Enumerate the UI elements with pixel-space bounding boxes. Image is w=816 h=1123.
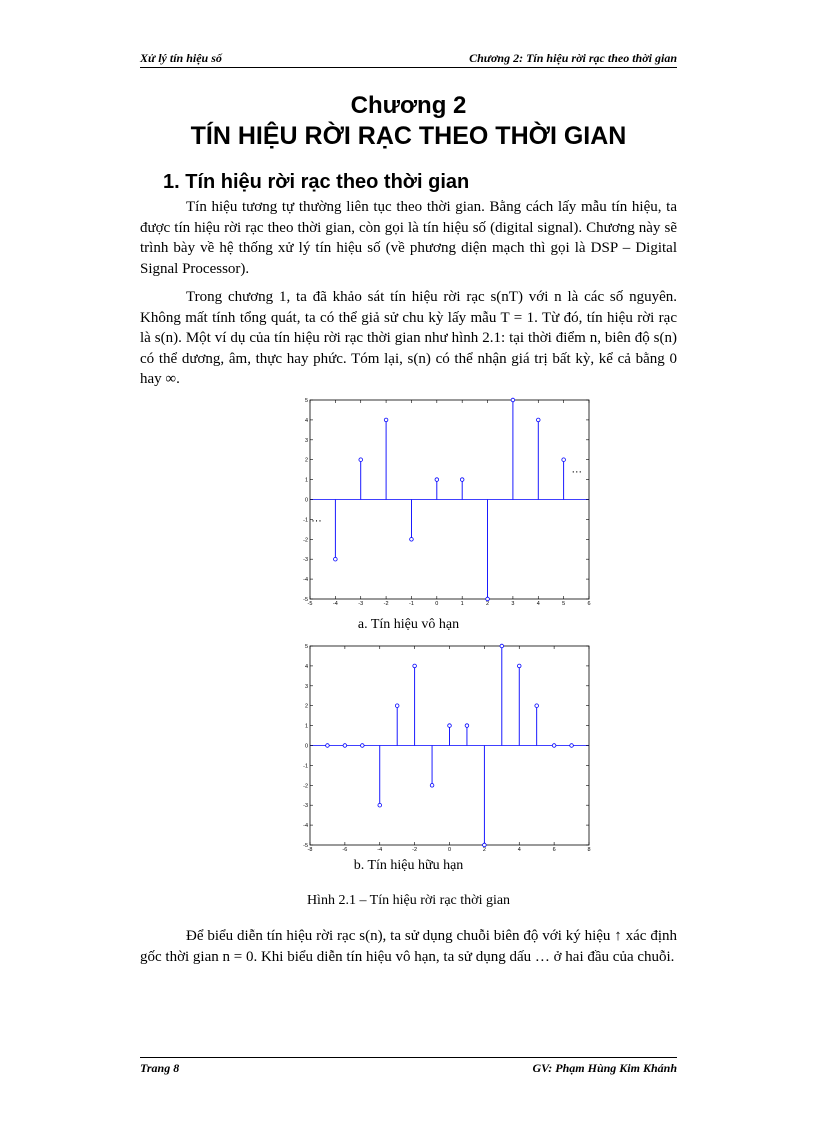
y-tick-label: 3 — [304, 683, 308, 690]
x-tick-label: -2 — [412, 847, 418, 851]
y-tick-label: 0 — [304, 743, 308, 750]
x-tick-label: 4 — [536, 601, 540, 605]
footer-right: GV: Phạm Hùng Kim Khánh — [532, 1061, 677, 1075]
chart-b-caption: b. Tín hiệu hữu hạn — [353, 858, 464, 873]
stem-marker — [435, 478, 439, 482]
x-tick-label: 8 — [587, 847, 591, 851]
y-tick-label: -4 — [303, 577, 308, 584]
x-tick-label: -2 — [383, 601, 389, 605]
paragraph-1 — [140, 197, 677, 279]
y-tick-label: -1 — [303, 763, 308, 770]
y-tick-label: 1 — [304, 477, 308, 484]
x-tick-label: 1 — [460, 601, 464, 605]
paragraph-2-text: Trong chương 1, ta đã khảo sát tín hiệu rời rạc s(nT) với n là các số nguyên. Không mất tính tổng quát, ta có thể giả sử chu kỳ lấy mẫu T = 1. Từ đó, tín hiệu rời rạc là s(n). Một ví dụ của tín hiệu rời rạc thời gian như hình 2.1: tại thời điểm n, biên độ s(n) có thể dương, âm, thực hay phức. Tóm lại, s(n) có thể nhận giá trị bất kỳ, kể cả bằng 0 hay ∞. — [140, 289, 677, 387]
y-tick-label: 1 — [304, 723, 308, 730]
stem-marker — [536, 418, 540, 422]
ellipsis-left: … — [311, 512, 322, 525]
x-tick-label: -4 — [332, 601, 338, 605]
stem-marker — [413, 664, 417, 668]
page-footer — [140, 1061, 677, 1077]
x-tick-label: 3 — [511, 601, 515, 605]
ellipsis-right: … — [571, 463, 583, 476]
header-right: Chương 2: Tín hiệu rời rạc theo thời gian — [469, 51, 677, 65]
chart-finite-signal — [300, 643, 596, 851]
page-header — [140, 51, 677, 67]
stem-marker — [395, 704, 399, 708]
x-tick-label: 6 — [587, 601, 591, 605]
y-tick-label: -3 — [303, 557, 308, 564]
stem-marker — [334, 557, 338, 561]
header-rule — [140, 67, 677, 68]
paragraph-3 — [140, 926, 677, 967]
stem-marker — [535, 704, 539, 708]
paragraph-2 — [140, 287, 677, 390]
y-tick-label: -4 — [303, 823, 308, 830]
chart-infinite-signal — [300, 397, 596, 605]
x-tick-label: 4 — [517, 847, 521, 851]
x-tick-label: -3 — [358, 601, 364, 605]
stem-marker — [483, 843, 487, 847]
section-heading: 1. Tín hiệu rời rạc theo thời gian — [163, 171, 470, 193]
x-tick-label: -4 — [377, 847, 383, 851]
x-tick-label: 0 — [435, 601, 439, 605]
y-tick-label: 2 — [304, 457, 308, 464]
y-tick-label: 5 — [304, 644, 308, 650]
x-tick-label: -6 — [342, 847, 348, 851]
x-tick-label: 2 — [482, 847, 486, 851]
x-tick-label: 6 — [552, 847, 556, 851]
footer-rule — [140, 1057, 677, 1058]
x-tick-label: 2 — [486, 601, 490, 605]
footer-left: Trang 8 — [140, 1061, 180, 1075]
x-tick-label: -1 — [409, 601, 414, 605]
stem-marker — [486, 597, 490, 601]
x-tick-label: 0 — [447, 847, 452, 851]
y-tick-label: -2 — [303, 537, 308, 544]
stem-marker — [552, 744, 556, 748]
stem-marker — [326, 744, 330, 748]
y-tick-label: -5 — [303, 597, 308, 603]
y-tick-label: 3 — [304, 437, 308, 444]
y-tick-label: -5 — [303, 843, 308, 849]
stem-marker — [500, 644, 504, 648]
stem-marker — [384, 418, 388, 422]
stem-marker — [465, 724, 469, 728]
y-tick-label: 0 — [304, 497, 308, 504]
stem-marker — [378, 803, 382, 807]
y-tick-label: 2 — [304, 703, 308, 710]
stem-marker — [511, 398, 515, 402]
y-tick-label: 5 — [304, 398, 308, 404]
y-tick-label: 4 — [304, 663, 308, 670]
x-tick-label: -8 — [307, 847, 313, 851]
y-tick-label: 4 — [304, 417, 308, 424]
chapter-title: TÍN HIỆU RỜI RẠC THEO THỜI GIAN — [190, 122, 627, 150]
stem-marker — [410, 538, 414, 542]
stem-marker — [448, 724, 452, 728]
y-tick-label: -3 — [303, 803, 308, 810]
y-tick-label: -2 — [303, 783, 308, 790]
chapter-label: Chương 2 — [350, 92, 467, 119]
stem-marker — [460, 478, 464, 482]
paragraph-3-text: Để biểu diễn tín hiệu rời rạc s(n), ta sử dụng chuỗi biên độ với ký hiệu ↑ xác định gốc thời gian n = 0. Khi biểu diễn tín hiệu vô hạn, ta sử dụng dấu … ở hai đầu của chuỗi. — [140, 928, 677, 965]
stem-marker — [359, 458, 363, 462]
stem-marker — [361, 744, 365, 748]
x-tick-label: -5 — [307, 601, 313, 605]
stem-marker — [562, 458, 566, 462]
y-tick-label: -1 — [303, 517, 308, 524]
x-tick-label: 5 — [562, 601, 566, 605]
chart-a-caption: a. Tín hiệu vô hạn — [357, 617, 460, 632]
figure-caption: Hình 2.1 – Tín hiệu rời rạc thời gian — [306, 893, 511, 908]
stem-marker — [430, 784, 434, 788]
stem-marker — [343, 744, 347, 748]
header-left: Xử lý tín hiệu số — [140, 51, 222, 65]
stem-marker — [570, 744, 574, 748]
stem-marker — [517, 664, 521, 668]
paragraph-1-text: Tín hiệu tương tự thường liên tục theo thời gian. Bằng cách lấy mẫu tín hiệu, ta được tín hiệu rời rạc theo thời gian, còn gọi là tín hiệu số (digital signal). Chương này sẽ trình bày về hệ thống xử lý tín hiệu số (về phương diện mạch thì gọi là DSP – Digital Signal Processor). — [140, 199, 677, 277]
